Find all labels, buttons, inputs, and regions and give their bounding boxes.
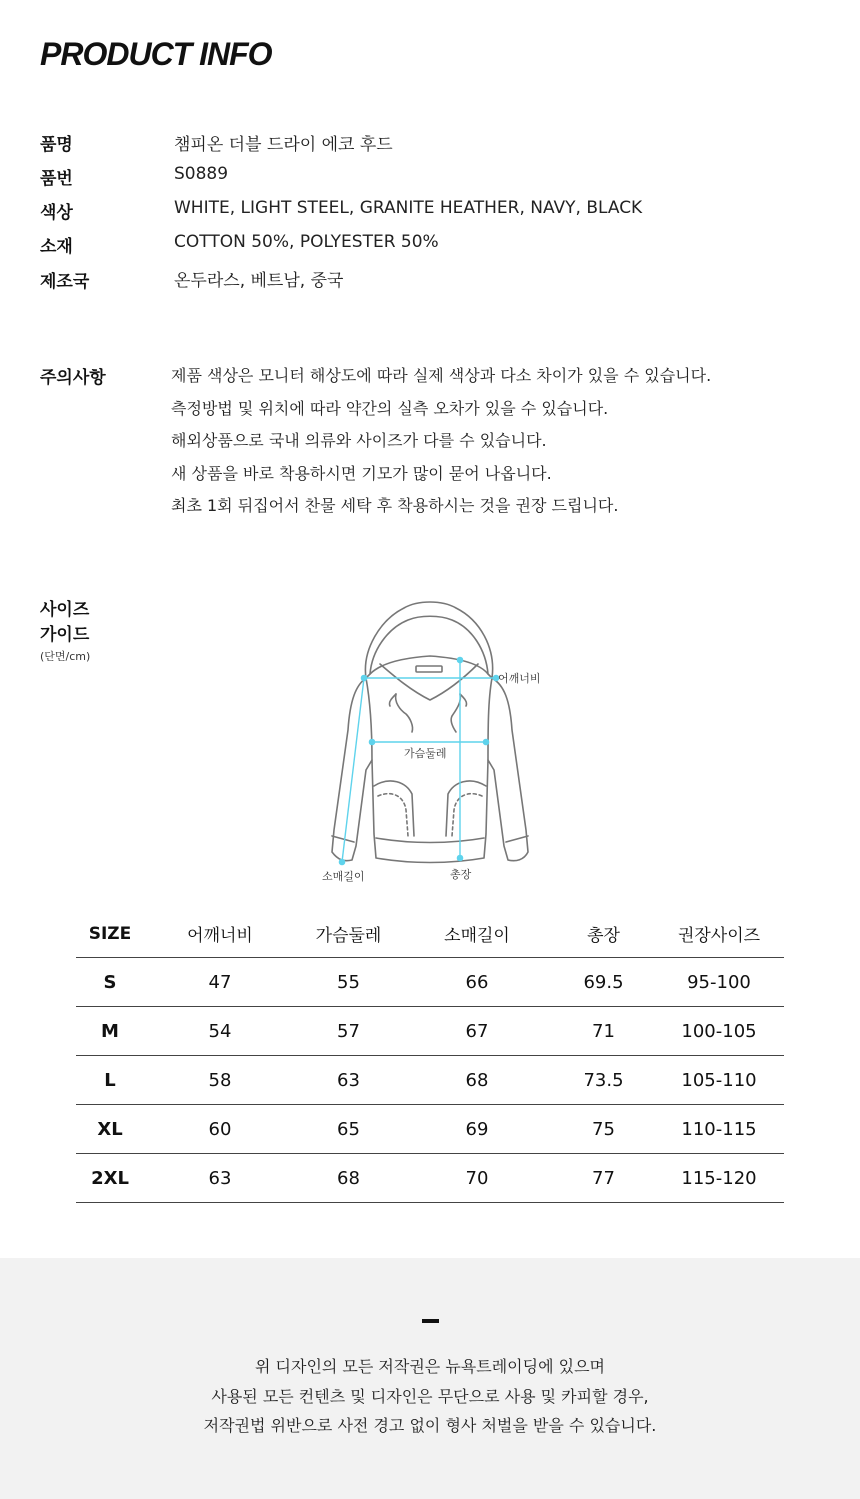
info-label-origin: 제조국 [40,272,90,292]
measurement-lines [339,657,498,864]
cell-shoulder: 47 [208,971,232,993]
cell-length: 73.5 [583,1069,624,1091]
size-guide-unit: (단면/cm) [40,650,91,663]
footer-divider [422,1319,439,1323]
notice-line: 새 상품을 바로 착용하시면 기모가 많이 묻어 나옵니다. [171,464,552,483]
cell-size: M [101,1020,119,1042]
hoodie-size-diagram [300,590,570,900]
cell-chest: 63 [337,1069,360,1091]
info-value-color: WHITE, LIGHT STEEL, GRANITE HEATHER, NAVY, BLACK [174,198,643,218]
size-guide-label [40,598,89,648]
cell-shoulder: 63 [208,1167,232,1189]
cell-sleeve: 68 [465,1069,489,1091]
table-row [76,1056,784,1105]
copyright-line: 위 디자인의 모든 저작권은 뉴욕트레이딩에 있으며 [254,1357,605,1376]
size-table-header [76,910,784,958]
diagram-label-chest: 가슴둘레 [404,747,447,760]
cell-size: L [104,1069,116,1091]
cell-chest: 68 [337,1167,360,1189]
cell-recommended: 105-110 [681,1069,757,1091]
page-title: PRODUCT INFO [40,36,272,72]
cell-shoulder: 54 [208,1020,232,1042]
notice-line: 최초 1회 뒤집어서 찬물 세탁 후 착용하시는 것을 권장 드립니다. [171,496,619,515]
cell-size: XL [97,1118,123,1140]
cell-recommended: 110-115 [681,1118,757,1140]
diagram-label-shoulder: 어깨너비 [498,672,541,685]
notice-line: 해외상품으로 국내 의류와 사이즈가 다를 수 있습니다. [171,431,547,450]
copyright-footer [0,1258,860,1499]
header-length: 총장 [587,926,620,946]
notice-label: 주의사항 [40,368,106,388]
info-label-material: 소재 [40,237,73,257]
header-chest: 가슴둘레 [315,926,382,946]
notice-line: 측정방법 및 위치에 따라 약간의 실측 오차가 있을 수 있습니다. [171,399,609,418]
table-row [76,958,784,1007]
info-value-name: 챔피온 더블 드라이 에코 후드 [174,135,393,155]
table-row [76,1007,784,1056]
cell-recommended: 100-105 [681,1020,757,1042]
header-sleeve: 소매길이 [444,926,510,946]
diagram-label-length: 총장 [450,868,472,881]
table-row [76,1154,784,1203]
cell-shoulder: 60 [208,1118,232,1140]
cell-recommended: 115-120 [681,1167,757,1189]
cell-shoulder: 58 [208,1069,232,1091]
size-table [76,910,784,1203]
info-label-code: 품번 [40,169,73,189]
table-row [76,1105,784,1154]
size-guide-label-line2: 가이드 [40,625,90,645]
cell-length: 71 [592,1020,615,1042]
info-value-material: COTTON 50%, POLYESTER 50% [174,232,439,252]
cell-length: 77 [592,1167,615,1189]
header-size: SIZE [88,923,132,944]
info-label-color: 색상 [40,203,73,223]
notice-line: 제품 색상은 모니터 해상도에 따라 실제 색상과 다소 차이가 있을 수 있습니다. [171,366,712,385]
cell-size: S [103,971,117,993]
copyright-line: 사용된 모든 컨텐츠 및 디자인은 무단으로 사용 및 카피할 경우, [211,1387,649,1406]
size-guide-label-line1: 사이즈 [40,600,90,620]
header-recommended-size: 권장사이즈 [677,926,761,946]
info-label-name: 품명 [40,135,73,155]
info-value-origin: 온두라스, 베트남, 중국 [174,271,344,291]
cell-sleeve: 70 [465,1167,489,1189]
cell-recommended: 95-100 [687,971,751,993]
cell-chest: 57 [337,1020,360,1042]
header-shoulder: 어깨너비 [187,926,253,946]
cell-length: 69.5 [583,971,624,993]
cell-sleeve: 67 [465,1020,489,1042]
cell-sleeve: 69 [465,1118,489,1140]
cell-chest: 65 [337,1118,360,1140]
cell-chest: 55 [337,971,360,993]
diagram-label-sleeve: 소매길이 [322,870,365,883]
copyright-line: 저작권법 위반으로 사전 경고 없이 형사 처벌을 받을 수 있습니다. [203,1416,657,1435]
info-value-code: S0889 [174,164,229,184]
cell-size: 2XL [91,1167,129,1189]
cell-length: 75 [592,1118,615,1140]
cell-sleeve: 66 [465,971,489,993]
